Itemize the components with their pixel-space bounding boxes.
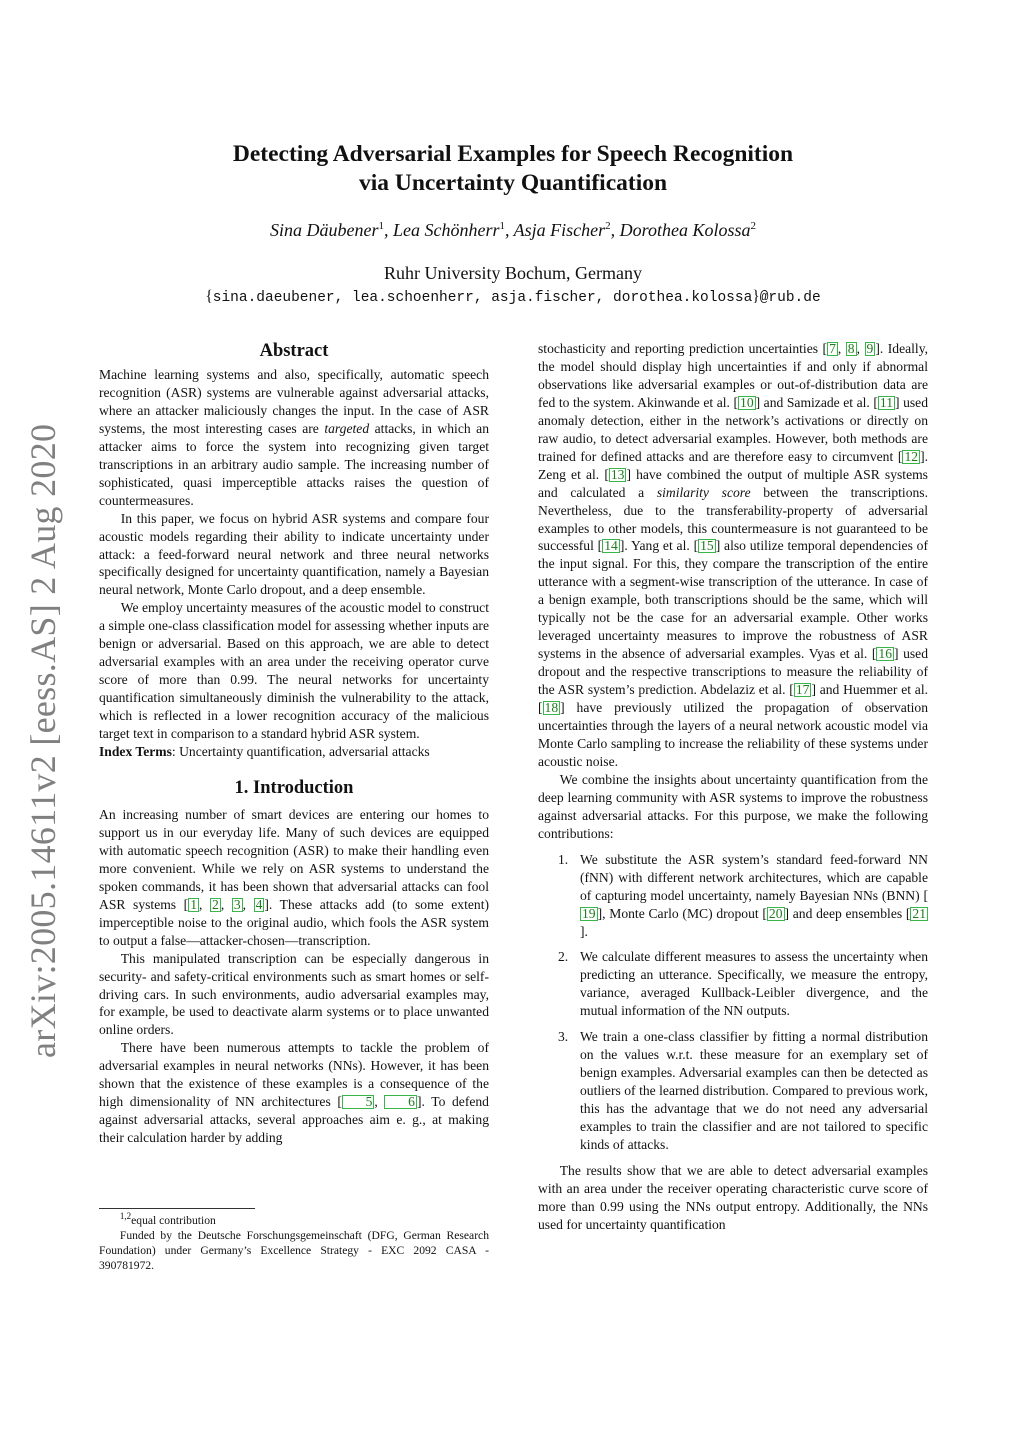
citation-link[interactable]: 13 <box>610 466 625 482</box>
footnote-text: equal contribution <box>131 1214 216 1227</box>
footnote-rule <box>99 1208 255 1209</box>
citation-link[interactable]: 8 <box>847 341 855 356</box>
list-item <box>538 1028 928 1154</box>
email-brace-close: } <box>752 288 760 305</box>
index-terms <box>99 743 489 761</box>
citation-link[interactable]: 19 <box>582 905 596 921</box>
citation-link[interactable]: 2 <box>212 896 219 912</box>
citation-link[interactable]: 11 <box>879 394 893 410</box>
introduction-heading: 1. Introduction <box>234 777 354 798</box>
author-emails <box>100 286 926 309</box>
author-affil-mark: 1 <box>499 220 505 232</box>
footnote-mark: 1,2 <box>119 1211 132 1222</box>
text-run: ]. <box>580 923 588 939</box>
affiliation: Ruhr University Bochum, Germany <box>384 263 642 283</box>
text-run: attacks, in which an attacker aims to force the system into recognizing given target transcriptions in an arbitrary audio sample. The increasing number of sophisticated, quasi imperceptible attacks raises the question of countermeasures. <box>99 420 490 508</box>
text-run: ] and Samizade et al. [ <box>755 394 878 410</box>
citation-link[interactable]: 1 <box>190 896 198 912</box>
list-number: 2. <box>558 949 569 965</box>
text-run: ] also utilize temporal dependencies of the input signal. For this, they compare the transcription of the entire utterance with a segment-wise transcription of the utterance. In case of a benign example, both transcriptions should be the same, which will typically not be the case for an adversarial example. Other works leveraged uncertainty measures to improve the robustness of ASR systems in the absence of adversarial examples. Vyas et al. [ <box>538 538 929 662</box>
list-number: 3. <box>558 1029 569 1045</box>
citation-link[interactable]: 6 <box>384 1095 417 1109</box>
list-item <box>538 948 928 1020</box>
citation-link[interactable]: 16 <box>878 646 892 662</box>
footnote <box>99 1208 489 1273</box>
author-name: Asja Fischer <box>513 220 606 240</box>
list-number: 1. <box>558 851 569 867</box>
author-name: Sina Däubener <box>269 220 379 240</box>
abstract-paragraph <box>99 366 489 510</box>
text-run: ] have combined the output of multiple ASR systems and calculated a <box>538 466 928 500</box>
right-paragraph: stochasticity and reporting prediction uncertainties [ 7 , 8 , 9 ]. Ideally, the model should display high uncertainties if and only if abnormal observations like adversarial examples or out-of-distribution data are fed to the system. Akinwande et al. [ 10 ] and Samizade et al. [ 11 ] used anomaly detection, either in the network’s activations or directly on raw audio, to detect adversarial examples. However, both methods are trained for defined attacks and are therefore easy to circumvent [ 12 ]. Zeng et al. [ 13 ] have combined the output of multiple ASR systems and calculated a similarity score between the transcriptions. Nevertheless, due to the transferability-property of adversarial examples to other models, this countermeasure is not guaranteed to be successful [ 14 ]. Yang et al. [ 15 ] also utilize temporal dependencies of the input signal. For this, they compare the transcription of the entire utterance with a segment-wise transcription of the utterance. In case of a benign example, both transcriptions should be the same, which will typically not be the case for an adversarial example. Other works leveraged uncertainty measures to improve the robustness of ASR systems in the absence of adversarial examples. Vyas et al. [ 16 ] used dropout and the respective transcriptions to measure the reliability of the ASR system’s prediction. Abdelaziz et al. [ 17 ] and Huemmer et al. [ 18 ] have previously utilized the propagation of observation uncertainties through the layers of a neural network acoustic model via Monte Carlo sampling to increase the reliability of these systems under acoustic noise. <box>538 341 929 769</box>
author-name: Lea Schönherr <box>392 220 500 240</box>
citation-link[interactable]: 10 <box>740 394 754 410</box>
email-brace-open: { <box>205 288 213 305</box>
email-list: sina.daeubener, lea.schoenherr, asja.fischer, dorothea.kolossa <box>212 290 753 306</box>
author-affil-mark: 1 <box>378 220 384 232</box>
text-run: There have been numerous attempts to tackle the problem of adversarial examples in neural networks (NNs). However, it has been shown that the existence of these examples is a consequence of the high dimensionality of NN architectures [ <box>99 1040 489 1110</box>
text-run: ] used anomaly detection, either in the network’s activations or directly on raw audio, to detect adversarial examples. However, both methods are trained for defined attacks and are therefore easy to circumvent [ <box>538 394 928 464</box>
text-run: between the transcriptions. Nevertheless, due to the transferability-property of adversarial examples to other models, this countermeasure is not guaranteed to be successful [ <box>538 484 928 554</box>
email-domain: @rub.de <box>759 290 821 306</box>
text-run: stochasticity and reporting prediction uncertainties [ <box>538 341 828 356</box>
author-affil-mark: 2 <box>605 220 611 232</box>
left-column <box>99 340 489 1147</box>
citation-link[interactable]: 18 <box>544 700 559 716</box>
citation-link[interactable]: 7 <box>829 341 836 356</box>
contribution-list <box>538 851 928 1154</box>
index-terms-text: : Uncertainty quantification, adversarial attacks <box>171 744 430 760</box>
text-run: ] have previously utilized the propagation of observation uncertainties through the layers of a neural network acoustic model via Monte Carlo sampling to increase the reliability of these systems under acoustic noise. <box>538 700 928 769</box>
text-run: We train a one-class classifier by fitting a normal distribution on the values w.r.t. these measure for an exemplary set of benign examples. Adversarial examples can then be detected as outliers of the learned distribution. Compared to previous work, this has the advantage that we do not need any adversarial examples to train the classifier and are not tailored to specific kinds of attacks. <box>580 1029 928 1152</box>
paper-title <box>100 140 926 198</box>
right-column <box>538 340 928 1234</box>
text-run: ], Monte Carlo (MC) dropout [ <box>597 905 767 921</box>
citation-link[interactable]: 4 <box>255 896 263 912</box>
text-run: ]. These attacks add (to some extent) imperceptible noise to the original audio, which fools the ASR system to output a false—attacker-chosen—transcription. <box>99 896 490 948</box>
text-run: Machine learning systems and also, specifically, automatic speech recognition (ASR) systems are vulnerable against adversarial attacks, where an attacker maliciously changes the input. In the case of ASR systems, the most interesting cases are <box>99 367 489 436</box>
text-run: ]. To defend against adversarial attacks, several approaches aim e. g., at making their calculation harder by adding <box>99 1094 489 1146</box>
title-line-2: via Uncertainty Quantification <box>358 170 668 196</box>
citation-link[interactable]: 17 <box>795 682 810 698</box>
emphasis: similarity score <box>656 484 751 500</box>
right-paragraph: The results show that we are able to detect adversarial examples with an area under the receiver operating characteristic curve score of more than 0.99 using the NNs output entropy. Additionally, the NNs used for uncertainty quantification <box>538 1162 928 1232</box>
emphasis: targeted <box>324 420 370 436</box>
text-run: ]. Ideally, the model should display high uncertainties if and only if abnormal observations like adversarial examples or out-of-distribution data are fed to the system. Akinwande et al. [ <box>538 341 929 410</box>
text-run: ] used dropout and the respective transcriptions to measure the reliability of the ASR system’s prediction. Abdelaziz et al. [ <box>538 646 929 698</box>
footnote-equal <box>99 1213 489 1228</box>
list-item <box>538 851 928 941</box>
text-run: An increasing number of smart devices are entering our homes to support us in our everyday life. Many of such devices are equipped with automatic speech recognition (ASR) to make their handling even more convenient. While we rely on ASR systems to understand the spoken commands, it has been shown that adversarial attacks can fool ASR systems [ <box>99 806 489 912</box>
title-line-1: Detecting Adversarial Examples for Speech Recognition <box>232 141 794 167</box>
citation-link[interactable]: 15 <box>700 538 714 554</box>
text-run: We calculate different measures to assess the uncertainty when predicting an utterance. Specifically, we measure the entropy, variance, averaged Kullback-Leibler divergence, and the mutual information of the NN outputs. <box>580 949 928 1019</box>
right-paragraph: We combine the insights about uncertainty quantification from the deep learning community with ASR systems to improve the robustness against adversarial attacks. For this purpose, we make the following contributions: <box>538 771 928 841</box>
intro-paragraph: There have been numerous attempts to tackle the problem of adversarial examples in neural networks (NNs). However, it has been shown that the existence of these examples is a consequence of the high dimensionality of NN architectures [ 5 , 6 ]. To defend against adversarial attacks, several approaches aim e. g., at making their calculation harder by adding <box>99 1040 489 1146</box>
footnote-funding: Funded by the Deutsche Forschungsgemeinschaft (DFG, German Research Foundation) under Germany’s Excellence Strategy - EXC 2092 CASA - 390781972. <box>99 1229 489 1272</box>
abstract-heading: Abstract <box>259 341 329 361</box>
citation-link[interactable]: 14 <box>604 538 618 554</box>
index-terms-label: Index Terms <box>99 744 172 760</box>
author-list: Sina Däubener$^1$, Lea Schönherr$^1$, Asja Fischer$^2$, Dorothea Kolossa$^2$ <box>269 220 756 240</box>
author-affil-mark: 2 <box>750 220 756 232</box>
text-run: ] and Huemmer et al. [ <box>538 682 928 716</box>
citation-link[interactable]: 20 <box>768 905 783 921</box>
citation-link[interactable]: 3 <box>233 896 241 912</box>
citation-link[interactable]: 5 <box>342 1095 375 1109</box>
arxiv-identifier: arXiv:2005.14611v2 [eess.AS] 2 Aug 2020 <box>23 423 63 1058</box>
citation-link[interactable]: 9 <box>866 341 874 356</box>
citation-link[interactable]: 21 <box>912 905 926 921</box>
text-run: ]. Zeng et al. [ <box>538 448 928 482</box>
text-run: We substitute the ASR system’s standard feed-forward NN (fNN) with different network architectures, which are capable of capturing model uncertainty, namely Bayesian NNs (BNN) [ <box>580 851 928 903</box>
abstract-paragraph: In this paper, we focus on hybrid ASR systems and compare four acoustic models regarding their ability to indicate uncertainty under attack: a feed-forward neural network and three neural networks specifically designed for uncertainty quantification, namely a Bayesian neural network, Monte Carlo dropout, and a deep ensemble. <box>99 510 489 598</box>
abstract-paragraph: We employ uncertainty measures of the acoustic model to construct a simple one-class classification model for assessing whether inputs are benign or adversarial. Based on this approach, we are able to detect adversarial examples with an area under the receiving operator curve score of more than 0.99. The neural networks for uncertainty quantification simultaneously diminish the vulnerability to the attack, which is reflected in a lower recognition accuracy of the malicious target text in comparison to a standard hybrid ASR system. <box>99 600 489 742</box>
text-run: ] and deep ensembles [ <box>784 905 911 921</box>
intro-paragraph: This manipulated transcription can be especially dangerous in security- and safety-critical environments such as smart homes or self-driving cars. In such environments, audio adversarial examples may, for example, be used to deactivate alarm systems or to place unwanted online orders. <box>99 950 489 1038</box>
intro-paragraph: An increasing number of smart devices are entering our homes to support us in our everyday life. Many of such devices are equipped with automatic speech recognition (ASR) to make their handling even more convenient. While we rely on ASR systems to understand the spoken commands, it has been shown that adversarial attacks can fool ASR systems [ 1 , 2 , 3 , 4 ]. These attacks add (to some extent) imperceptible noise to the original audio, which fools the ASR system to output a false—attacker-chosen—transcription. <box>99 806 490 948</box>
author-name: Dorothea Kolossa <box>619 220 751 240</box>
citation-link[interactable]: 12 <box>904 448 919 464</box>
text-run: ]. Yang et al. [ <box>619 538 699 554</box>
